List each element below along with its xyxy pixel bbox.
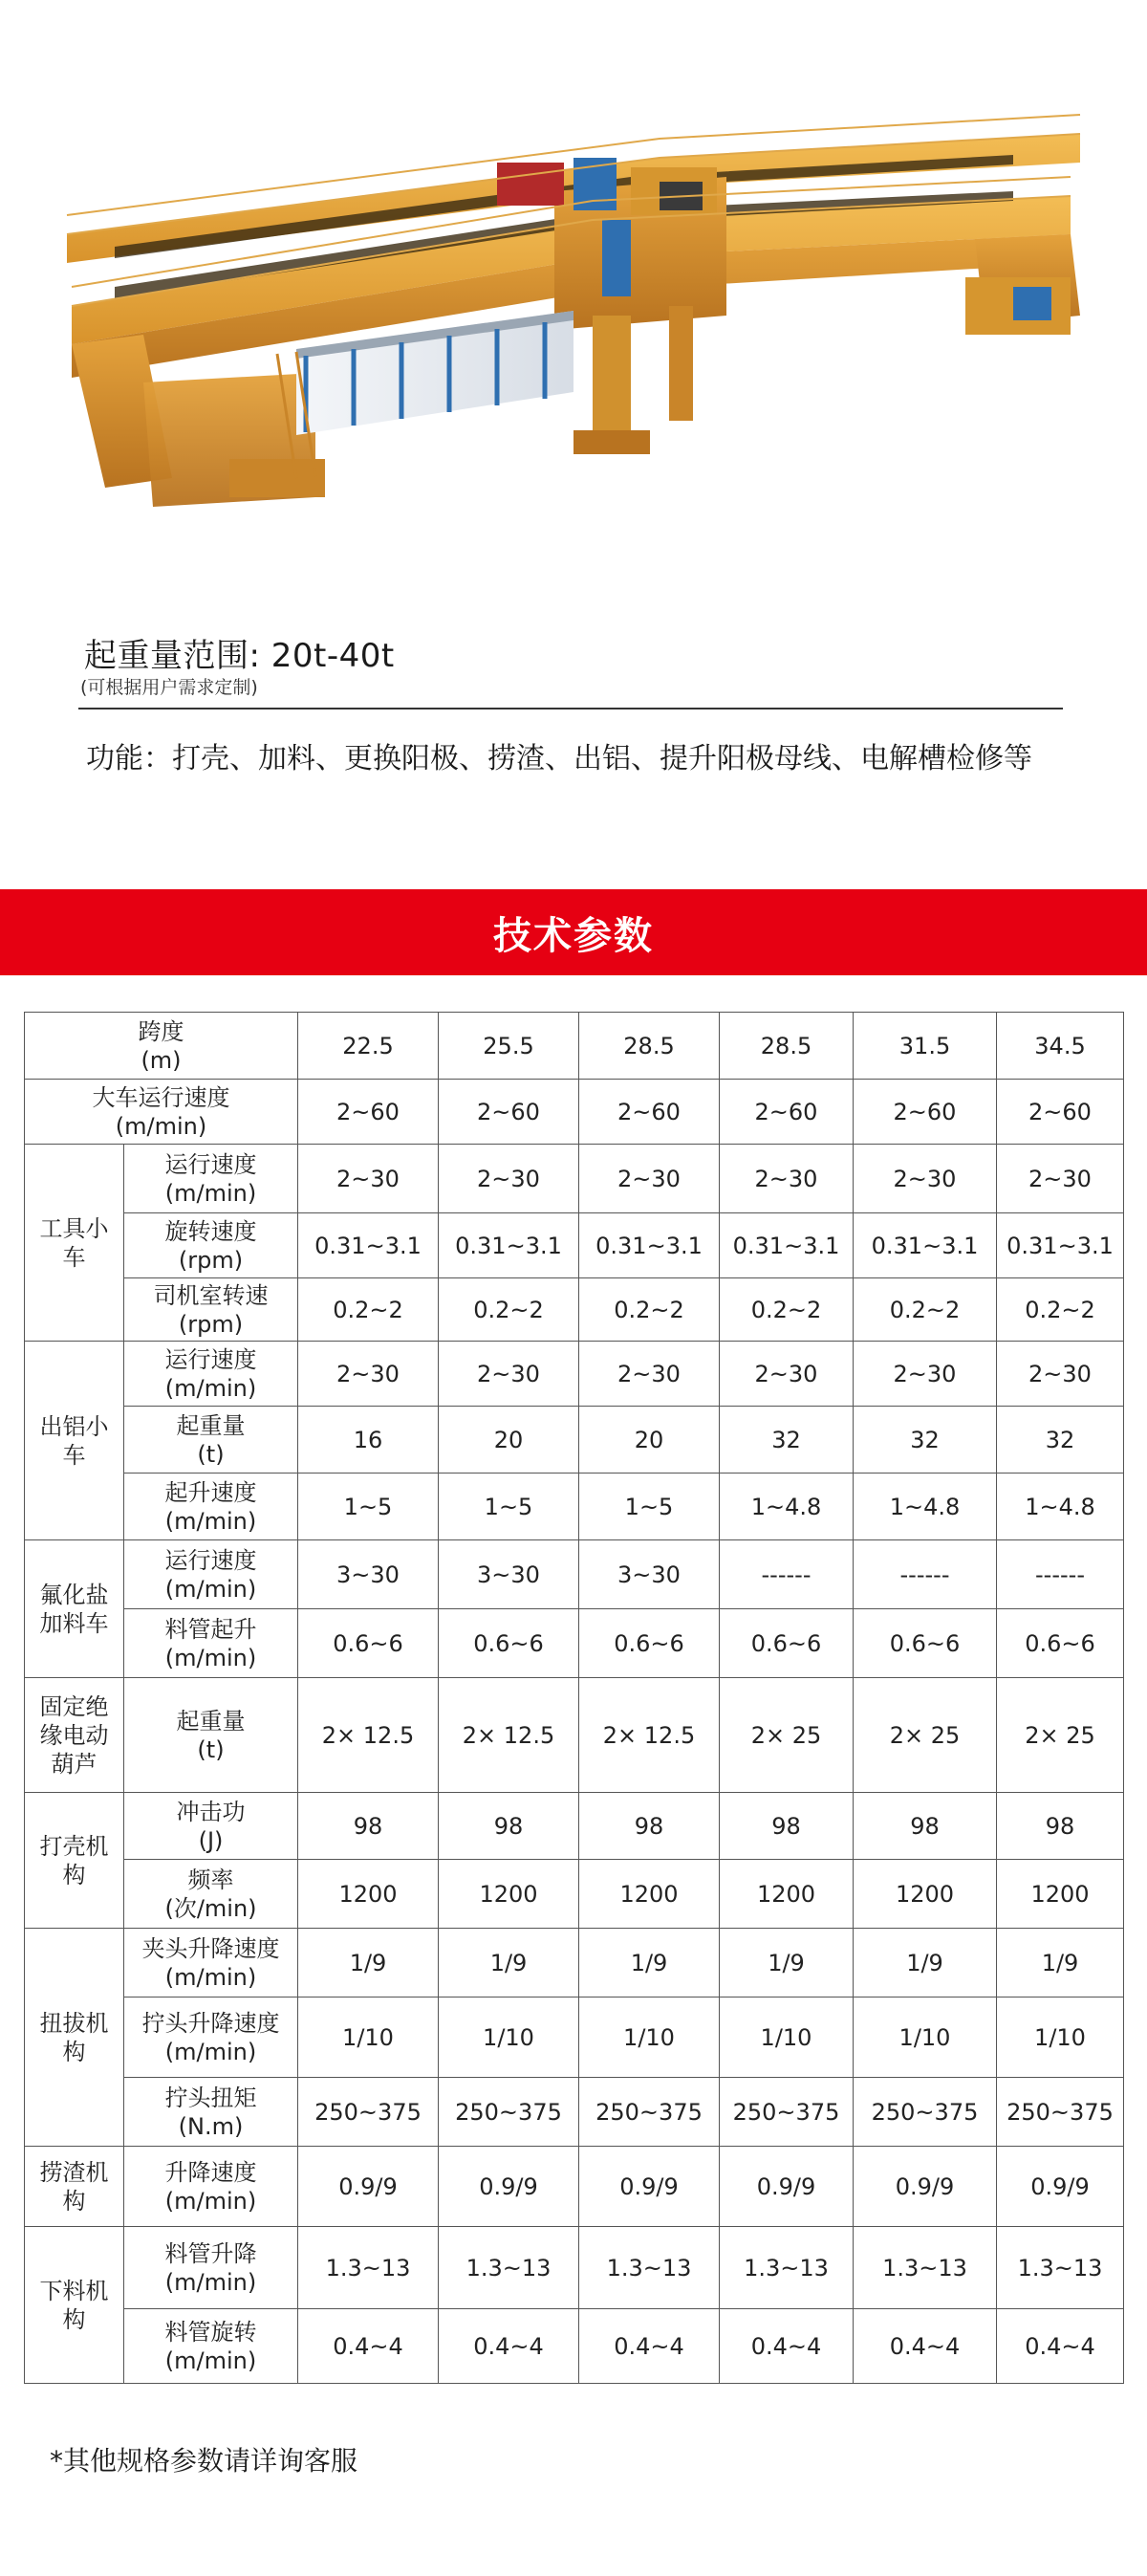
value-cell: 32 xyxy=(997,1407,1124,1474)
value-cell: 0.9/9 xyxy=(997,2147,1124,2227)
value-cell: 0.31~3.1 xyxy=(579,1213,720,1278)
value-cell: 1/10 xyxy=(854,1997,997,2078)
value-cell: 0.6~6 xyxy=(439,1609,579,1678)
table-row xyxy=(25,1342,1124,1407)
value-cell: 2× 12.5 xyxy=(439,1678,579,1793)
group-label: 捞渣机构 xyxy=(25,2147,124,2227)
value-cell: 28.5 xyxy=(579,1013,720,1080)
value-cell: 0.31~3.1 xyxy=(997,1213,1124,1278)
value-cell: 2~60 xyxy=(720,1080,854,1145)
value-cell: 0.9/9 xyxy=(298,2147,439,2227)
value-cell: 0.4~4 xyxy=(439,2309,579,2384)
value-cell: 0.31~3.1 xyxy=(298,1213,439,1278)
value-cell: 2~30 xyxy=(298,1342,439,1407)
table-row xyxy=(25,2078,1124,2147)
value-cell: 2~30 xyxy=(439,1145,579,1213)
value-cell: 3~30 xyxy=(579,1540,720,1609)
value-cell: 2~60 xyxy=(579,1080,720,1145)
footnote: *其他规格参数请详询客服 xyxy=(50,2445,358,2477)
table-row xyxy=(25,1997,1124,2078)
param-label: 冲击功 xyxy=(176,1798,246,1825)
param-name-cell xyxy=(124,2309,298,2384)
value-cell: 250~375 xyxy=(579,2078,720,2147)
value-cell: 0.4~4 xyxy=(720,2309,854,2384)
value-cell: 2~30 xyxy=(439,1342,579,1407)
value-cell: 0.6~6 xyxy=(720,1609,854,1678)
table-row xyxy=(25,2309,1124,2384)
param-name-cell xyxy=(124,1540,298,1609)
value-cell: 20 xyxy=(439,1407,579,1474)
value-cell: 1.3~13 xyxy=(997,2227,1124,2309)
param-label: 运行速度 xyxy=(164,1150,257,1178)
param-name-cell xyxy=(124,1860,298,1929)
param-label: 夹头升降速度 xyxy=(141,1934,280,1962)
value-cell: 0.9/9 xyxy=(720,2147,854,2227)
value-cell: 2~60 xyxy=(997,1080,1124,1145)
value-cell: 1/9 xyxy=(579,1929,720,1997)
param-name-cell xyxy=(124,1793,298,1860)
value-cell: 1.3~13 xyxy=(439,2227,579,2309)
param-unit: (rpm) xyxy=(178,1310,244,1338)
param-unit: (m/min) xyxy=(164,2347,257,2374)
spec-banner xyxy=(0,889,1147,975)
value-cell: 20 xyxy=(579,1407,720,1474)
customization-note: (可根据用户需求定制) xyxy=(80,677,258,698)
value-cell: 0.2~2 xyxy=(997,1278,1124,1342)
value-cell: 1/9 xyxy=(854,1929,997,1997)
value-cell: 2~30 xyxy=(997,1342,1124,1407)
value-cell: 1200 xyxy=(579,1860,720,1929)
value-cell: 98 xyxy=(579,1793,720,1860)
value-cell: ------ xyxy=(854,1540,997,1609)
param-name-cell xyxy=(124,1342,298,1407)
crane-illustration xyxy=(0,0,1147,593)
param-name-cell xyxy=(124,1213,298,1278)
value-cell: 0.2~2 xyxy=(439,1278,579,1342)
value-cell: 0.6~6 xyxy=(854,1609,997,1678)
value-cell: 31.5 xyxy=(854,1013,997,1080)
value-cell: 1/9 xyxy=(439,1929,579,1997)
value-cell: 2× 25 xyxy=(997,1678,1124,1793)
value-cell: 0.31~3.1 xyxy=(854,1213,997,1278)
value-cell: 0.9/9 xyxy=(854,2147,997,2227)
value-cell: 1/10 xyxy=(579,1997,720,2078)
param-unit: (m/min) xyxy=(115,1112,207,1140)
param-name-cell xyxy=(124,2078,298,2147)
param-name-cell xyxy=(124,1145,298,1213)
group-label: 氟化盐加料车 xyxy=(25,1540,124,1678)
param-name-cell xyxy=(124,1407,298,1474)
value-cell: 250~375 xyxy=(439,2078,579,2147)
group-label: 下料机构 xyxy=(25,2227,124,2384)
value-cell: 0.4~4 xyxy=(854,2309,997,2384)
param-unit: (t) xyxy=(197,1736,225,1763)
value-cell: 32 xyxy=(720,1407,854,1474)
param-unit: (次/min) xyxy=(164,1894,257,1922)
value-cell: 0.6~6 xyxy=(997,1609,1124,1678)
value-cell: 0.4~4 xyxy=(579,2309,720,2384)
value-cell: 0.31~3.1 xyxy=(439,1213,579,1278)
value-cell: 1~4.8 xyxy=(997,1474,1124,1540)
product-image xyxy=(0,0,1147,593)
value-cell: 28.5 xyxy=(720,1013,854,1080)
value-cell: 1.3~13 xyxy=(854,2227,997,2309)
value-cell: 1200 xyxy=(439,1860,579,1929)
value-cell: 98 xyxy=(720,1793,854,1860)
value-cell: 0.6~6 xyxy=(579,1609,720,1678)
param-label: 跨度 xyxy=(138,1017,184,1045)
param-unit: (m/min) xyxy=(164,1963,257,1991)
table-row xyxy=(25,1407,1124,1474)
param-unit: (m/min) xyxy=(164,1644,257,1671)
table-row xyxy=(25,1013,1124,1080)
value-cell: 1200 xyxy=(298,1860,439,1929)
table-row xyxy=(25,2227,1124,2309)
param-unit: (J) xyxy=(198,1826,224,1854)
value-cell: 1/10 xyxy=(997,1997,1124,2078)
spec-table xyxy=(24,1012,1124,2384)
param-label: 起重量 xyxy=(176,1707,246,1735)
value-cell: 2~30 xyxy=(579,1145,720,1213)
value-cell: 1/10 xyxy=(439,1997,579,2078)
value-cell: 0.4~4 xyxy=(298,2309,439,2384)
value-cell: 2~60 xyxy=(854,1080,997,1145)
value-cell: 1200 xyxy=(997,1860,1124,1929)
param-label: 升降速度 xyxy=(164,2158,257,2186)
value-cell: 2~30 xyxy=(854,1342,997,1407)
value-cell: 1/9 xyxy=(997,1929,1124,1997)
value-cell: 0.2~2 xyxy=(854,1278,997,1342)
value-cell: 2× 12.5 xyxy=(298,1678,439,1793)
param-label: 频率 xyxy=(187,1866,234,1893)
param-label: 料管旋转 xyxy=(164,2318,257,2346)
value-cell: 1~4.8 xyxy=(720,1474,854,1540)
group-label: 出铝小车 xyxy=(25,1342,124,1540)
value-cell: 1/9 xyxy=(720,1929,854,1997)
functions-text: 功能：打壳、加料、更换阳极、捞渣、出铝、提升阳极母线、电解槽检修等 xyxy=(86,742,1032,775)
value-cell: 98 xyxy=(997,1793,1124,1860)
param-label: 司机室转速 xyxy=(153,1281,269,1309)
value-cell: 0.2~2 xyxy=(298,1278,439,1342)
value-cell: 0.2~2 xyxy=(720,1278,854,1342)
value-cell: 0.4~4 xyxy=(997,2309,1124,2384)
param-label: 拧头扭矩 xyxy=(164,2084,257,2111)
value-cell: 2~30 xyxy=(298,1145,439,1213)
param-unit: (m/min) xyxy=(164,2268,257,2296)
value-cell: ------ xyxy=(720,1540,854,1609)
table-row xyxy=(25,1793,1124,1860)
value-cell: 1/10 xyxy=(298,1997,439,2078)
param-name-cell xyxy=(124,2227,298,2309)
group-label: 工具小车 xyxy=(25,1145,124,1342)
group-label: 打壳机构 xyxy=(25,1793,124,1929)
param-unit: (m/min) xyxy=(164,1507,257,1535)
param-name-cell xyxy=(124,1997,298,2078)
table-row xyxy=(25,1609,1124,1678)
value-cell: 2~30 xyxy=(854,1145,997,1213)
value-cell: 1/9 xyxy=(298,1929,439,1997)
param-label: 大车运行速度 xyxy=(92,1083,230,1111)
param-unit: (m/min) xyxy=(164,2038,257,2065)
value-cell: 3~30 xyxy=(439,1540,579,1609)
param-name-cell xyxy=(124,1929,298,1997)
value-cell: 1~5 xyxy=(298,1474,439,1540)
value-cell: 1200 xyxy=(720,1860,854,1929)
table-row xyxy=(25,1540,1124,1609)
table-row xyxy=(25,1929,1124,1997)
param-name-cell xyxy=(124,1609,298,1678)
value-cell: 16 xyxy=(298,1407,439,1474)
value-cell: 25.5 xyxy=(439,1013,579,1080)
value-cell: 250~375 xyxy=(720,2078,854,2147)
value-cell: 250~375 xyxy=(997,2078,1124,2147)
capacity-range: 起重量范围: 20t-40t xyxy=(84,637,395,675)
value-cell: 2~30 xyxy=(720,1145,854,1213)
value-cell: 2× 12.5 xyxy=(579,1678,720,1793)
divider xyxy=(78,708,1063,709)
param-unit: (t) xyxy=(197,1440,225,1468)
value-cell: 1/10 xyxy=(720,1997,854,2078)
table-row xyxy=(25,1145,1124,1213)
value-cell: 22.5 xyxy=(298,1013,439,1080)
value-cell: 32 xyxy=(854,1407,997,1474)
param-unit: (m/min) xyxy=(164,1374,257,1402)
table-row xyxy=(25,1213,1124,1278)
value-cell: 1~5 xyxy=(579,1474,720,1540)
param-name-cell xyxy=(124,1678,298,1793)
param-name-cell xyxy=(25,1013,298,1080)
param-label: 运行速度 xyxy=(164,1345,257,1373)
value-cell: 1~4.8 xyxy=(854,1474,997,1540)
value-cell: 0.9/9 xyxy=(579,2147,720,2227)
value-cell: 1.3~13 xyxy=(720,2227,854,2309)
table-row xyxy=(25,1474,1124,1540)
table-row xyxy=(25,1678,1124,1793)
value-cell: 2~60 xyxy=(298,1080,439,1145)
value-cell: 1.3~13 xyxy=(298,2227,439,2309)
value-cell: 3~30 xyxy=(298,1540,439,1609)
param-unit: (m/min) xyxy=(164,1575,257,1603)
param-name-cell xyxy=(124,1278,298,1342)
value-cell: 98 xyxy=(298,1793,439,1860)
value-cell: 0.9/9 xyxy=(439,2147,579,2227)
value-cell: 2~30 xyxy=(720,1342,854,1407)
value-cell: 0.6~6 xyxy=(298,1609,439,1678)
value-cell: 2× 25 xyxy=(720,1678,854,1793)
value-cell: 1.3~13 xyxy=(579,2227,720,2309)
value-cell: 250~375 xyxy=(854,2078,997,2147)
param-label: 旋转速度 xyxy=(164,1217,257,1245)
group-label: 固定绝缘电动葫芦 xyxy=(25,1678,124,1793)
value-cell: 1~5 xyxy=(439,1474,579,1540)
table-row xyxy=(25,1080,1124,1145)
param-unit: (rpm) xyxy=(178,1246,244,1274)
spec-banner-title: 技术参数 xyxy=(493,913,654,958)
value-cell: 98 xyxy=(854,1793,997,1860)
value-cell: 0.2~2 xyxy=(579,1278,720,1342)
param-name-cell xyxy=(124,1474,298,1540)
param-unit: (m/min) xyxy=(164,1179,257,1207)
value-cell: ------ xyxy=(997,1540,1124,1609)
value-cell: 0.31~3.1 xyxy=(720,1213,854,1278)
value-cell: 2~30 xyxy=(997,1145,1124,1213)
group-label: 扭拔机构 xyxy=(25,1929,124,2147)
param-unit: (N.m) xyxy=(178,2112,244,2140)
param-label: 起升速度 xyxy=(164,1478,257,1506)
param-unit: (m/min) xyxy=(164,2187,257,2215)
value-cell: 34.5 xyxy=(997,1013,1124,1080)
param-label: 料管起升 xyxy=(164,1615,257,1643)
param-label: 拧头升降速度 xyxy=(141,2009,280,2037)
value-cell: 250~375 xyxy=(298,2078,439,2147)
param-label: 料管升降 xyxy=(164,2239,257,2267)
value-cell: 2~60 xyxy=(439,1080,579,1145)
table-row xyxy=(25,1860,1124,1929)
param-name-cell xyxy=(25,1080,298,1145)
param-unit: (m) xyxy=(141,1046,182,1074)
param-name-cell xyxy=(124,2147,298,2227)
param-label: 起重量 xyxy=(176,1411,246,1439)
param-label: 运行速度 xyxy=(164,1546,257,1574)
table-row xyxy=(25,1278,1124,1342)
value-cell: 2× 25 xyxy=(854,1678,997,1793)
value-cell: 1200 xyxy=(854,1860,997,1929)
value-cell: 2~30 xyxy=(579,1342,720,1407)
table-row xyxy=(25,2147,1124,2227)
value-cell: 98 xyxy=(439,1793,579,1860)
